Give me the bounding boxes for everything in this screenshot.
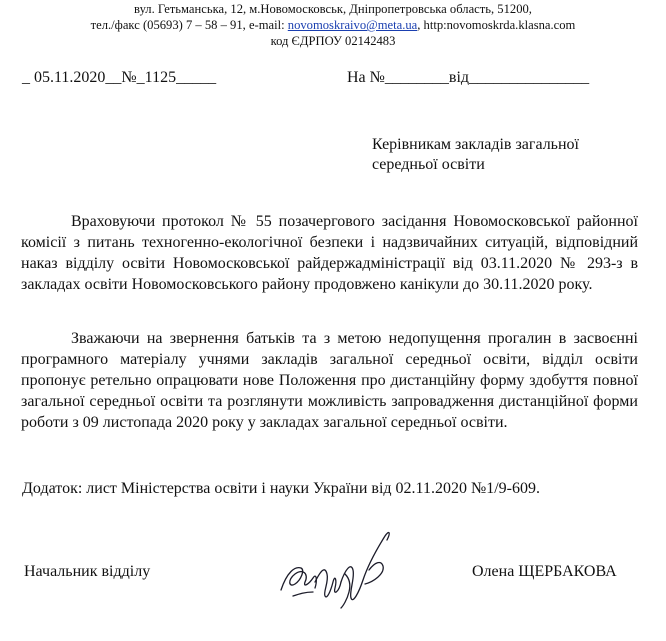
recipient-line: середньої освіти [372, 156, 485, 173]
recipient-block [372, 135, 579, 175]
email-link[interactable]: novomoskraivo@meta.ua [287, 18, 418, 32]
signatory-name: Олена ЩЕРБАКОВА [472, 563, 617, 580]
contacts-suffix: , http:novomoskrda.klasna.com [417, 18, 576, 32]
signatory-position: Начальник відділу [24, 563, 151, 580]
letterhead-address: вул. Гетьманська, 12, м.Новомосковськ, Дніпропетровська область, 51200, [134, 2, 532, 16]
body-paragraph-1: Враховуючи протокол № 55 позачергового засідання Новомосковської районної комісії з питань техногенно-екологічної безпеки і надзвичайних ситуацій, відповідний наказ відділу освіти Новомосковської райдержадміністрації від 03.11.2020 № 293-з в закладах освіти Новомосковського району продовжено канікули до 30.11.2020 року. [21, 213, 638, 293]
letterhead-contacts [0, 18, 666, 33]
incoming-reference: На №________від_______________ [347, 69, 590, 86]
letterhead-edrpou: код ЄДРПОУ 02142483 [270, 34, 396, 48]
body-paragraph-2: Зважаючи на звернення батьків та з метою недопущення прогалин в засвоєнні програмного матеріалу учнями закладів загальної середньої освіти, відділ освіти пропонує ретельно опрацювати нове Положення про дистанційну форму здобуття повної загальної середньої освіти та розглянути можливість запровадження дистанційної форми роботи з 09 листопада 2020 року у закладах загальної середньої освіти. [21, 330, 638, 431]
handwritten-signature [275, 522, 405, 612]
contacts-prefix: тел./факс (05693) 7 – 58 – 91, e-mail: [90, 18, 288, 32]
recipient-line: Керівникам закладів загальної [372, 136, 579, 153]
outgoing-reference: _ 05.11.2020__№_1125_____ [22, 69, 217, 86]
attachment-line: Додаток: лист Міністерства освіти і науки України від 02.11.2020 №1/9-609. [22, 480, 540, 497]
